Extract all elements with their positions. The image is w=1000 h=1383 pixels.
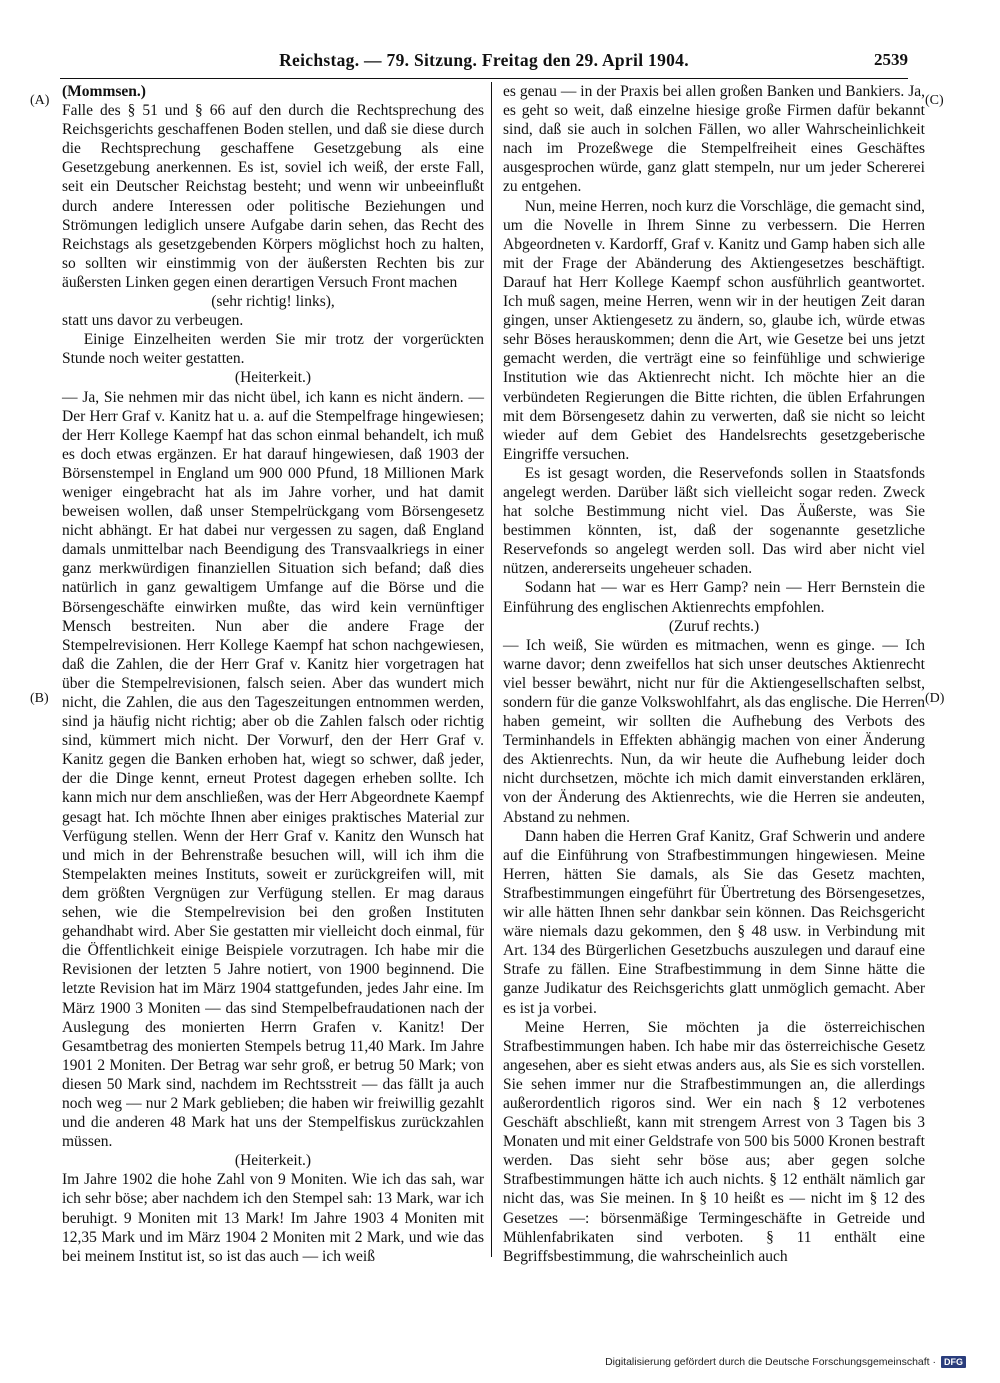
footer-credit: Digitalisierung gefördert durch die Deutsche Forschungsgemeinschaft · (605, 1356, 936, 1368)
page-header (60, 50, 908, 79)
dfg-logo: DFG (941, 1356, 966, 1368)
left-column-paragraph: Im Jahre 1902 die hohe Zahl von 9 Moniten. Wie ich das sah, war ich sehr böse; aber nachdem ich den Stempel sah: 13 Mark, war ich beruhigt. 9 Moniten mit 13 Mark! Im Jahre 1903 4 Moniten mit 12,35 Mark und im März 1904 2 Moniten mit 2 Mark, und wie das bei meinem Institut ist, so ist das auch — ich weiß (62, 1171, 484, 1265)
left-column-paragraph: (sehr richtig! links), (211, 293, 335, 311)
right-column-paragraph: Es ist gesagt worden, die Reservefonds sollen in Staatsfonds angelegt werden. Darüber läßt sich vielleicht sogar reden. Zweck hat solche Bestimmung nicht viel. Das Äußerste, was Sie bestimmen könnten, ist, daß der sogenannte gesetzliche Reservefonds so angelegt werden soll. Das wird aber nicht viel nützen, andererseits ungeheuer schaden. (503, 464, 925, 578)
left-column-paragraph: (Mommsen.) (62, 83, 146, 100)
column-divider (491, 82, 492, 1257)
right-column-paragraph: es genau — in der Praxis bei allen großen Banken und Bankiers. Ja, es geht so weit, daß einzelne hiesige große Firmen dafür bekannt sind, daß sie auch in solchen Fällen, wo aller Wahrscheinlichkeit nach im Prozeßwege die Stempelfreiheit eines Geschäftes ausgesprochen würde, ganz glatt stempeln, nur um jeder Schererei zu entgehen. (503, 83, 925, 196)
page-footer (605, 1356, 966, 1368)
margin-marker-a: (A) (30, 93, 50, 108)
right-column-paragraph: — Ich weiß, Sie würden es mitmachen, wenn es ginge. — Ich warne davor; denn zweifellos hat sich unser deutsches Aktienrecht viel besser bewährt, nicht nur für die Aktiengesellschaften selbst, sondern für die ganze Volkswohlfahrt, als das englische. Die Herren haben gemeint, wir sollten die Aufhebung des Verbots des Terminhandels in Effekten abhängig machen von einer Änderung des Aktienrechts. Nun, da wir heute die Aufhebung leider doch nicht durchsetzen, möchte ich mich damit einverstanden erklären, von der Änderung des Aktienrechts, wie die Herren sie andeuten, Abstand zu nehmen. (503, 636, 925, 826)
margin-marker-c: (C) (925, 93, 944, 108)
left-column-paragraph: statt uns davor zu verbeugen. (62, 312, 244, 330)
margin-marker-d: (D) (925, 691, 945, 706)
margin-marker-b: (B) (30, 691, 49, 706)
right-column-paragraph: Sodann hat — war es Herr Gamp? nein — Herr Bernstein die Einführung des englischen Aktienrechts empfohlen. (503, 579, 925, 616)
header-title: Reichstag. — 79. Sitzung. Freitag den 29. April 1904. (279, 50, 689, 70)
right-column-paragraph: Dann haben die Herren Graf Kanitz, Graf Schwerin und andere auf die Einführung von Strafbestimmungen hingewiesen. Meine Herren, hätten Sie damals, als Sie das Gesetz machten, Strafbestimmungen eingeführt für Übertretung des Börsengesetzes, wir alle hätten Ihnen sehr dankbar sein können. Das Reichsgericht wäre niemals dazu gekommen, den § 48 usw. in Verbindung mit Art. 134 des Bürgerlichen Gesetzbuchs auszulegen und darauf eine Strafe zu fällen. Eine Strafbestimmung in dem Sinne hätte die ganze Judikatur des Reichsgerichts glatt unmöglich gemacht. Aber es ist ja vorbei. (503, 827, 925, 1017)
right-column-paragraph: Nun, meine Herren, noch kurz die Vorschläge, die gemacht sind, um die Novelle in Ihrem Sinne zu verbessern. Die Herren Abgeordneten v. Kardorff, Graf v. Kanitz und Gamp haben sich alle mit der Frage der Abänderung des Aktiengesetzes beschäftigt. Darauf hat Herr Kollege Kaempf schon ausführlich geantwortet. Ich muß sagen, meine Herren, wenn wir in der heutigen Zeit daran gingen, unser Aktiengesetz zu ändern, so, glaube ich, würde etwas sehr Böses herauskommen; denn die Art, wie Gesetze bei uns jetzt gemacht werden, die verträgt eine so feinfühlige und schwierige Institution wie das Aktienrecht nicht. Ich möchte hier an die verbündeten Regierungen die Bitte richten, die üblen Erfahrungen mit dem Börsengesetz dahin zu verwerten, daß sie nicht so leicht wieder auf dem Gebiet des Handelsrechts gesetzgeberische Eingriffe versuchen. (503, 197, 925, 463)
page-number: 2539 (874, 50, 908, 69)
right-column-paragraph: (Zuruf rechts.) (668, 617, 760, 635)
left-column-paragraph: Einige Einzelheiten werden Sie mir trotz der vorgerückten Stunde noch weiter gestatten. (62, 331, 484, 368)
left-column-paragraph: Falle des § 51 und § 66 auf den durch die Rechtsprechung des Reichsgerichts geschaffenen Boden stellen, und daß sie diese durch die Rechtsprechung geschaffene Gesetzgebung als eine Gesetzgebung anerkennen. Es ist, soviel ich weiß, der erste Fall, seit ein Deutscher Reichstag besteht; und wenn wir unbeeinflußt durch andere Interessen oder politische Beziehungen und Strömungen lediglich unsere Aufgabe darin sehen, das Recht des Reichstags als gesetzgebenden Körpers möglichst hoch zu halten, so sollten wir einstimmig von der äußersten Rechten bis zur äußersten Linken gegen einen derartigen Versuch Front machen (62, 102, 484, 291)
right-column-paragraph: Meine Herren, Sie möchten ja die österreichischen Strafbestimmungen haben. Ich habe mir das österreichische Gesetz angesehen, aber es sieht etwas anders aus, als Sie es sich vorstellen. Sie sehen immer nur die Strafbestimmungen an, die allerdings außerordentlich rigoros sind. Wer ein nach § 12 verbotenes Geschäft abschließt, kann mit strengem Arrest von 3 Tagen bis 3 Monaten und mit einer Geldstrafe von 500 bis 5000 Kronen bestraft werden. Das sieht sehr böse aus; aber gegen solche Strafbestimmungen hätte ich auch nichts. § 12 enthält nämlich gar nicht das, was Sie meinen. In § 10 heißt es — nicht im § 12 des Gesetzes —: börsenmäßige Termingeschäfte in Getreide und Mühlenfabrikaten sind verboten. § 11 enthält eine Begriffsbestimmung, die wahrscheinlich auch (503, 1018, 925, 1265)
left-column (62, 82, 484, 1266)
left-column-paragraph: (Heiterkeit.) (234, 1152, 312, 1170)
right-column (503, 82, 925, 1266)
left-column-paragraph: — Ja, Sie nehmen mir das nicht übel, ich kann es nicht ändern. — Der Herr Graf v. Kanitz hat u. a. auf die Stempelfrage hingewiesen; der Herr Kollege Kaempf hat das schon einmal behandelt, ich muß es doch etwas ergänzen. Er hat darauf hingewiesen, daß 1903 der Börsenstempel in England um 900 000 Pfund, 18 Millionen Mark weniger eingebracht hat als im Jahre vorher, und hat damit beweisen wollen, daß unser Stempelrückgang vom Börsengesetz nicht abhängt. Er hat dabei nur vergessen zu sagen, daß England damals unmittelbar nach Beendigung des Transvaalkriegs in einer ganz merkwürdigen finanziellen Situation sich befand; daß dies natürlich in ganz gewaltigem Umfange auf die Börse und die Börsengeschäfte einwirken mußte, das wird kein vernünftiger Mensch bestreiten. Nun aber die andere Frage der Stempelrevisionen. Herr Kollege Kaempf hat schon nachgewiesen, daß die Zahlen, die der Herr Graf v. Kanitz hier vorgetragen hat über die Stempelrevisionen, falsch seien. Aber das wundert mich nicht, die Zahlen, die aus den Tageszeitungen entnommen werden, sind ja häufig nicht richtig; aber ob die Zahlen falsch oder richtig sind, kümmert mich nicht. Der Vorwurf, den der Herr Graf v. Kanitz gegen die Banken erhoben hat, wiegt so schwer, daß jeder, der die Dinge kennt, erneut Protest dagegen erheben sollte. Ich kann mich nur dem anschließen, was der Herr Abgeordnete Kaempf gesagt hat. Ich möchte Ihnen aber einiges praktisches Material zur Verfügung stellen. Wenn der Herr Graf v. Kanitz den Wunsch hat und mich in der Behrenstraße besuchen will, will ich ihm die Stempelakten meines Instituts, soweit er zurückgreifen will, mit dem größten Vergnügen zur Verfügung stellen. Er mag daraus sehen, wie die Stempelrevision bei den großen Instituten gehandhabt wird. Aber Sie gestatten mir vielleicht doch einmal, für die Öffentlichkeit einige Beispiele vorzutragen. Ich habe mir die Revisionen der letzten 5 Jahre notiert, von 1900 beginnend. Die letzte Revision hat im März 1904 stattgefunden, jedes Jahr eine. Im März 1900 3 Moniten — das sind Stempelbefraudationen nach der Auslegung des monierten Herrn Grafen v. Kanitz! Der Gesamtbetrag des monierten Stempels betrug 11,40 Mark. Im Jahre 1901 2 Moniten. Der Betrag war sehr groß, er betrug 50 Mark; von diesen 50 Mark sind, nachdem im Rechtsstreit — das fällt ja auch noch weg — nur 2 Mark geblieben; die haben wir freiwillig gezahlt und die anderen 48 Mark hat uns der Stempelfiskus zurückzahlen müssen. (62, 388, 484, 1151)
left-column-paragraph: (Heiterkeit.) (234, 369, 312, 387)
